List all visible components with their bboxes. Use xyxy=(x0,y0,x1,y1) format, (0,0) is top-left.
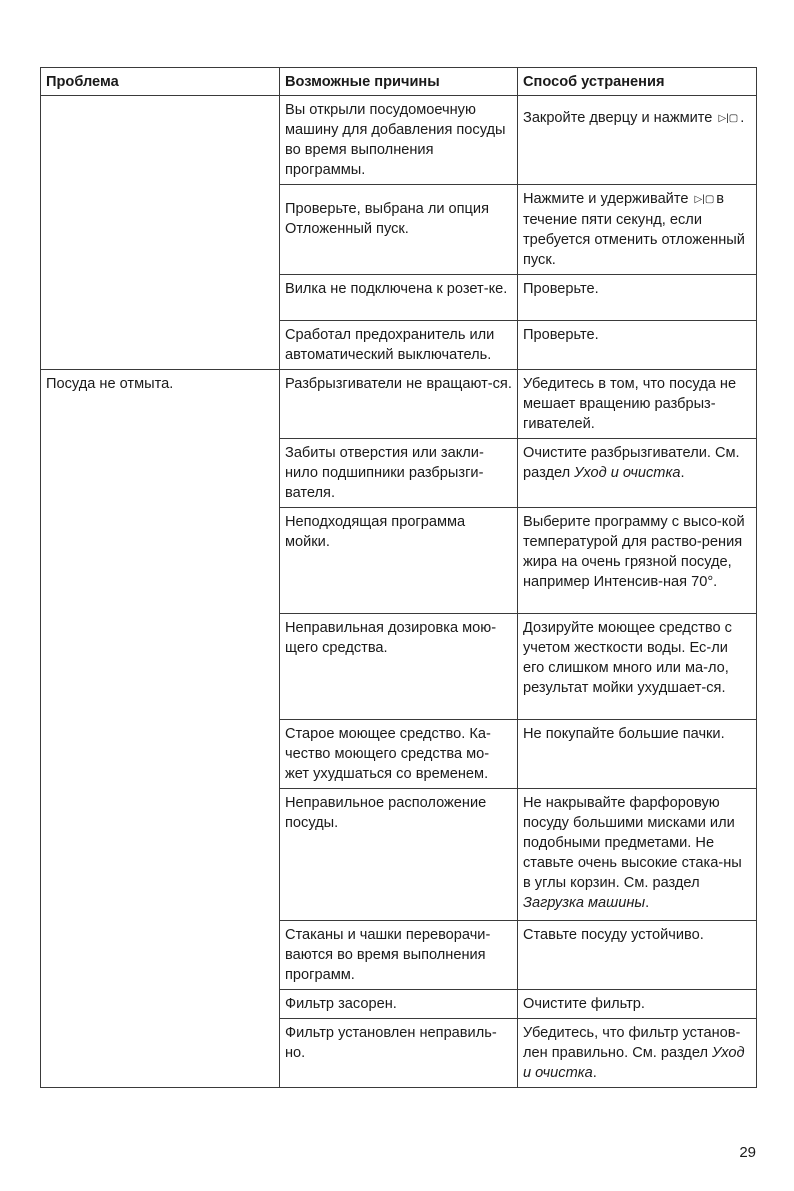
cause-cell: Разбрызгиватели не вращают-ся. xyxy=(280,370,518,439)
remedy-cell: Не накрывайте фарфоровую посуду большими мисками или подобными предметами. Не ставьте очень высокие стака-ны в углы корзин. См. раздел Загрузка машины. xyxy=(518,789,757,921)
troubleshooting-table xyxy=(40,67,757,1088)
remedy-cell: Убедитесь, что фильтр установ-лен правильно. См. раздел Уход и очистка. xyxy=(518,1019,757,1088)
start-pause-icon: ▷|▢ xyxy=(694,194,715,205)
remedy-cell: Не покупайте большие пачки. xyxy=(518,720,757,789)
cause-cell: Неправильное расположение посуды. xyxy=(280,789,518,921)
cause-cell: Неправильная дозировка мою-щего средства. xyxy=(280,614,518,720)
table-row xyxy=(41,96,757,185)
remedy-cell: Проверьте. xyxy=(518,275,757,321)
remedy-cell: Проверьте. xyxy=(518,321,757,370)
problem-cell-continued xyxy=(41,96,280,370)
cause-cell: Сработал предохранитель или автоматический выключатель. xyxy=(280,321,518,370)
cause-cell: Забиты отверстия или закли-нило подшипники разбрызги-вателя. xyxy=(280,439,518,508)
cause-cell: Вилка не подключена к розет-ке. xyxy=(280,275,518,321)
cause-cell: Стаканы и чашки переворачи-ваются во время выполнения программ. xyxy=(280,921,518,990)
table-row xyxy=(41,370,757,439)
cause-cell: Проверьте, выбрана ли опция Отложенный пуск. xyxy=(280,185,518,275)
header-causes: Возможные причины xyxy=(280,68,518,96)
remedy-cell: Очистите фильтр. xyxy=(518,990,757,1019)
remedy-cell: Ставьте посуду устойчиво. xyxy=(518,921,757,990)
remedy-cell: Дозируйте моющее средство с учетом жесткости воды. Ес-ли его слишком много или ма-ло, результат мойки ухудшает-ся. xyxy=(518,614,757,720)
cause-cell: Вы открыли посудомоечную машину для добавления посуды во время выполнения программы. xyxy=(280,96,518,185)
start-pause-icon: ▷|▢ xyxy=(718,113,739,124)
remedy-cell: Убедитесь в том, что посуда не мешает вращению разбрыз-гивателей. xyxy=(518,370,757,439)
section-reference: Уход и очистка xyxy=(523,1045,745,1081)
table-header-row xyxy=(41,68,757,96)
cause-cell: Фильтр установлен неправиль-но. xyxy=(280,1019,518,1088)
remedy-cell: Выберите программу с высо-кой температурой для раство-рения жира на очень грязной посуде, например Интенсив-ная 70°. xyxy=(518,508,757,614)
page-number: 29 xyxy=(739,1144,756,1161)
remedy-cell: Закройте дверцу и нажмите ▷|▢ . xyxy=(518,96,757,185)
cause-cell: Фильтр засорен. xyxy=(280,990,518,1019)
cause-cell: Старое моющее средство. Ка-чество моющего средства мо-жет ухудшаться со временем. xyxy=(280,720,518,789)
section-reference: Загрузка машины xyxy=(523,895,646,911)
remedy-cell: Очистите разбрызгиватели. См. раздел Уход и очистка. xyxy=(518,439,757,508)
header-remedy: Способ устранения xyxy=(518,68,757,96)
header-problem: Проблема xyxy=(41,68,280,96)
section-reference: Уход и очистка xyxy=(574,465,681,481)
problem-cell: Посуда не отмыта. xyxy=(41,370,280,1088)
cause-cell: Неподходящая программа мойки. xyxy=(280,508,518,614)
remedy-cell: Нажмите и удерживайте ▷|▢ в течение пяти секунд, если требуется отменить отложенный пуск. xyxy=(518,185,757,275)
